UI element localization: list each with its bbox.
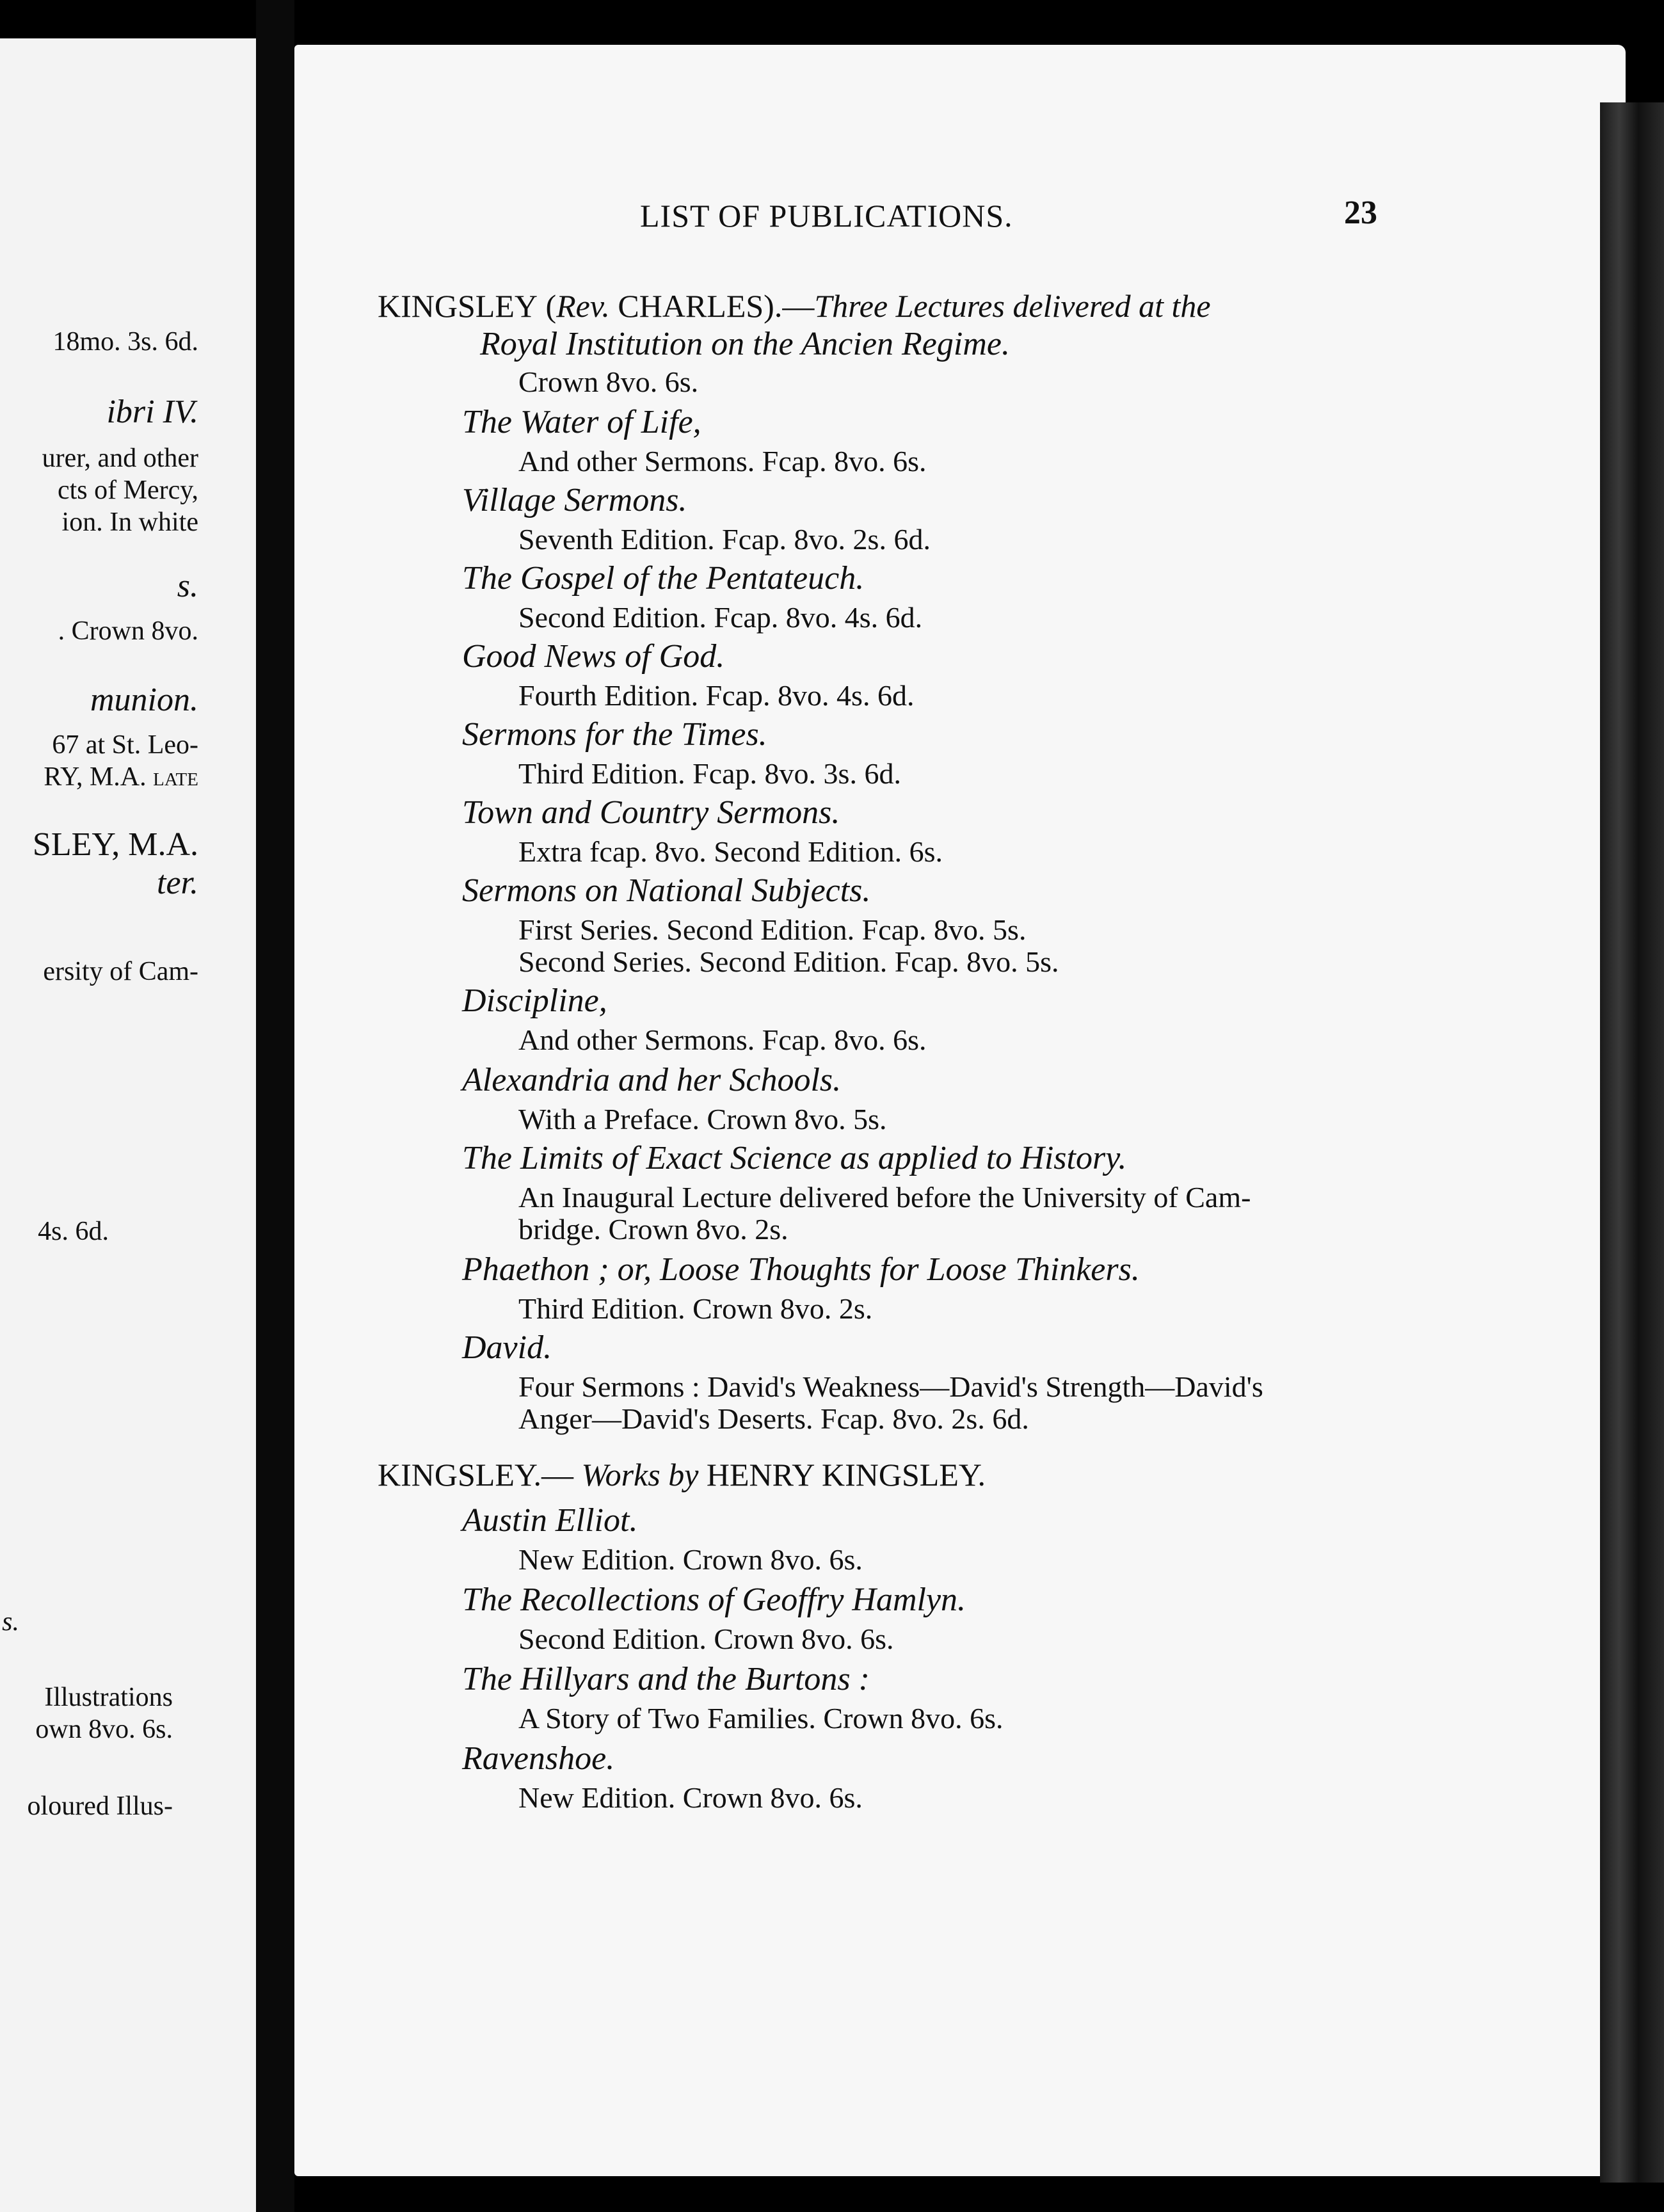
left-line: 4s. 6d.: [38, 1217, 109, 1246]
left-line: ibri IV.: [106, 394, 198, 430]
author-name: KINGSLEY.: [378, 1457, 542, 1493]
author-firstname: CHARLES: [618, 288, 764, 324]
left-line: urer, and other: [42, 444, 198, 473]
main-page: [294, 45, 1626, 2176]
page-number: 23: [1344, 195, 1377, 231]
book-details: And other Sermons. Fcap. 8vo. 6s.: [518, 445, 927, 477]
heading-title-cont: Royal Institution on the Ancien Regime.: [480, 326, 1010, 362]
left-line: 67 at St. Leo-: [52, 730, 198, 760]
left-facing-page: [0, 38, 256, 2212]
book-details: Fourth Edition. Fcap. 8vo. 4s. 6d.: [518, 679, 915, 712]
book-details: Extra fcap. 8vo. Second Edition. 6s.: [518, 835, 943, 868]
book-details: Third Edition. Fcap. 8vo. 3s. 6d.: [518, 757, 901, 790]
left-line: s.: [177, 568, 198, 604]
author-fullname: HENRY KINGSLEY.: [706, 1457, 986, 1493]
book-title: Phaethon ; or, Loose Thoughts for Loose Thinkers.: [462, 1251, 1140, 1288]
book-details: Second Edition. Fcap. 8vo. 4s. 6d.: [518, 601, 923, 634]
book-details: Seventh Edition. Fcap. 8vo. 2s. 6d.: [518, 523, 931, 556]
left-line: RY, M.A. late: [44, 762, 198, 792]
heading-detail: Crown 8vo. 6s.: [518, 365, 699, 398]
left-line: munion.: [90, 682, 198, 718]
book-title: Austin Elliot.: [462, 1502, 638, 1539]
book-details: New Edition. Crown 8vo. 6s.: [518, 1781, 863, 1814]
book-title: The Limits of Exact Science as applied to History.: [462, 1140, 1127, 1176]
book-details: Third Edition. Crown 8vo. 2s.: [518, 1292, 873, 1325]
book-details: Second Series. Second Edition. Fcap. 8vo. 5s.: [518, 945, 1059, 978]
book-title: Village Sermons.: [462, 482, 687, 518]
left-line: ion. In white: [61, 508, 198, 537]
book-title: Alexandria and her Schools.: [462, 1062, 842, 1098]
left-line: 18mo. 3s. 6d.: [52, 327, 198, 357]
book-details: First Series. Second Edition. Fcap. 8vo. 5s.: [518, 913, 1027, 946]
book-details: An Inaugural Lecture delivered before the University of Cam-: [518, 1181, 1251, 1214]
book-gutter: [256, 0, 294, 2212]
left-line: cts of Mercy,: [57, 476, 198, 505]
left-line: ersity of Cam-: [43, 957, 198, 986]
book-title: The Water of Life,: [462, 404, 701, 440]
heading-title-lead: Three Lectures delivered at the: [814, 288, 1211, 324]
book-details: A Story of Two Families. Crown 8vo. 6s.: [518, 1702, 1004, 1735]
book-details: With a Preface. Crown 8vo. 5s.: [518, 1103, 887, 1135]
left-line: . Crown 8vo.: [58, 616, 198, 646]
book-title: The Gospel of the Pentateuch.: [462, 560, 865, 597]
book-details: bridge. Crown 8vo. 2s.: [518, 1213, 788, 1246]
author-title: Rev.: [556, 288, 610, 324]
left-line: own 8vo. 6s.: [35, 1715, 173, 1744]
book-title: David.: [462, 1329, 552, 1366]
book-title: The Recollections of Geoffry Hamlyn.: [462, 1582, 966, 1618]
left-line: Illustrations: [44, 1683, 173, 1712]
book-title: Town and Country Sermons.: [462, 794, 840, 831]
running-head: LIST OF PUBLICATIONS.: [640, 198, 1013, 234]
left-line: s.: [2, 1607, 19, 1637]
book-title: Discipline,: [462, 982, 607, 1019]
author-name: KINGSLEY: [378, 288, 538, 324]
book-title: Ravenshoe.: [462, 1740, 615, 1777]
left-line: ter.: [157, 865, 198, 901]
book-title: Good News of God.: [462, 638, 725, 675]
works-by: Works by: [581, 1457, 699, 1493]
book-edge: [1600, 102, 1664, 2183]
book-details: Anger—David's Deserts. Fcap. 8vo. 2s. 6d.: [518, 1402, 1029, 1435]
section-heading: KINGSLEY.— Works by HENRY KINGSLEY.: [378, 1457, 986, 1493]
left-line: oloured Illus-: [27, 1791, 173, 1821]
book-details: Four Sermons : David's Weakness—David's Strength—David's: [518, 1370, 1263, 1403]
book-title: Sermons on National Subjects.: [462, 872, 871, 909]
section-heading: KINGSLEY (Rev. CHARLES).—Three Lectures delivered at the: [378, 288, 1211, 324]
book-title: The Hillyars and the Burtons :: [462, 1661, 870, 1697]
book-details: Second Edition. Crown 8vo. 6s.: [518, 1623, 894, 1655]
left-line: SLEY, M.A.: [32, 826, 198, 863]
book-details: And other Sermons. Fcap. 8vo. 6s.: [518, 1023, 927, 1056]
book-title: Sermons for the Times.: [462, 716, 767, 753]
book-details: New Edition. Crown 8vo. 6s.: [518, 1543, 863, 1576]
